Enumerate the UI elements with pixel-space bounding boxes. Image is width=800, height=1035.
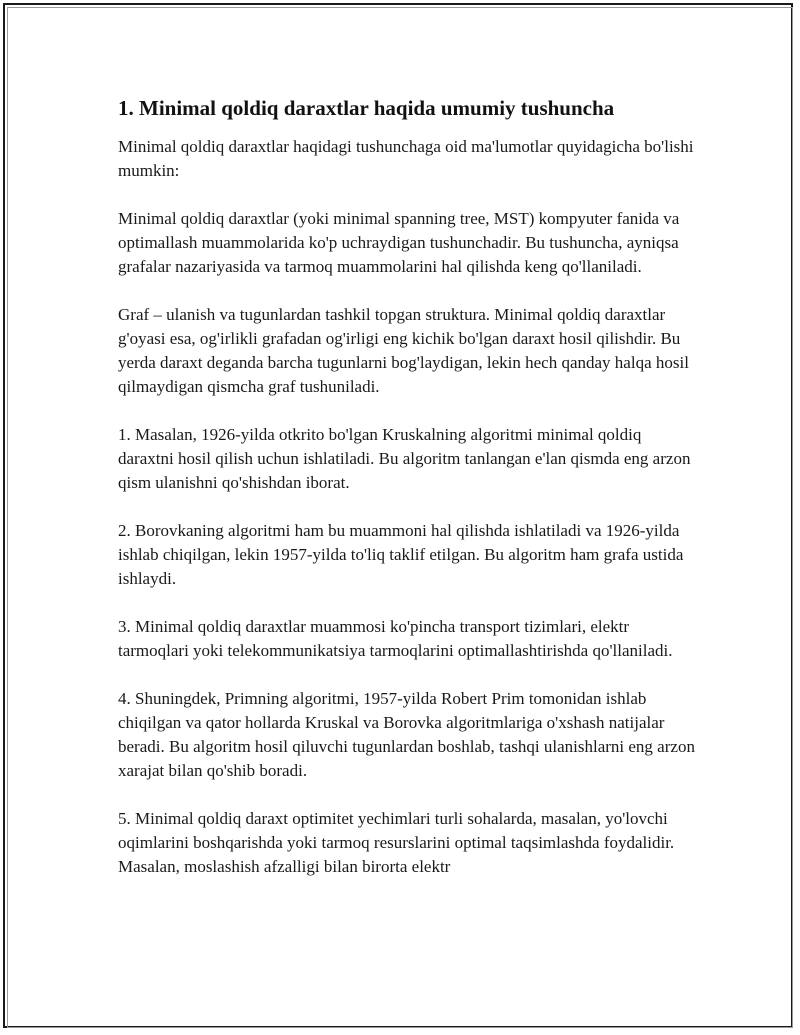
paragraph-intro: Minimal qoldiq daraxtlar haqidagi tushunchaga oid ma'lumotlar quyidagicha bo'lishi mumkin: xyxy=(118,137,694,180)
paragraph-graph: Graf – ulanish va tugunlardan tashkil topgan struktura. Minimal qoldiq daraxtlar g'oyasi esa, og'irlikli grafadan og'irligi eng kichik bo'lgan daraxt hosil qilishdir. Bu yerda daraxt deganda barcha tugunlarni bog'laydigan, lekin hech qanday halqa hosil qilmaydigan qismcha graf tushuniladi. xyxy=(118,305,689,396)
document-body xyxy=(118,95,698,903)
paragraph-point-2: 2. Borovkaning algoritmi ham bu muammoni hal qilishda ishlatiladi va 1926-yilda ishlab chiqilgan, lekin 1957-yilda to'liq taklif etilgan. Bu algoritm ham grafa ustida ishlaydi. xyxy=(118,521,684,588)
paragraph-point-5: 5. Minimal qoldiq daraxt optimitet yechimlari turli sohalarda, masalan, yo'lovchi oqimlarini boshqarishda yoki tarmoq resurslarini optimal taqsimlashda foydalidir. Masalan, moslashish afzalligi bilan birorta elektr xyxy=(118,809,675,876)
paragraph-point-1: 1. Masalan, 1926-yilda otkrito bo'lgan Kruskalning algoritmi minimal qoldiq daraxtni hosil qilish uchun ishlatiladi. Bu algoritm tanlangan e'lan qismda eng arzon qism ulanishni qo'shishdan iborat. xyxy=(118,425,691,492)
paragraph-definition: Minimal qoldiq daraxtlar (yoki minimal spanning tree, MST) kompyuter fanida va optimallash muammolarida ko'p uchraydigan tushunchadir. Bu tushuncha, ayniqsa grafalar nazariyasida va tarmoq muammolarini hal qilishda keng qo'llaniladi. xyxy=(118,209,680,276)
paragraph-point-4: 4. Shuningdek, Primning algoritmi, 1957-yilda Robert Prim tomonidan ishlab chiqilgan va qator hollarda Kruskal va Borovka algoritmlariga o'xshash natijalar beradi. Bu algoritm hosil qiluvchi tugunlardan boshlab, tashqi ulanishlarni eng arzon xarajat bilan qo'shib boradi. xyxy=(118,689,695,780)
paragraph-point-3: 3. Minimal qoldiq daraxtlar muammosi ko'pincha transport tizimlari, elektr tarmoqlari yoki telekommunikatsiya tarmoqlarini optimallashtirishda qo'llaniladi. xyxy=(118,617,673,660)
section-heading: 1. Minimal qoldiq daraxtlar haqida umumiy tushuncha xyxy=(118,96,615,120)
